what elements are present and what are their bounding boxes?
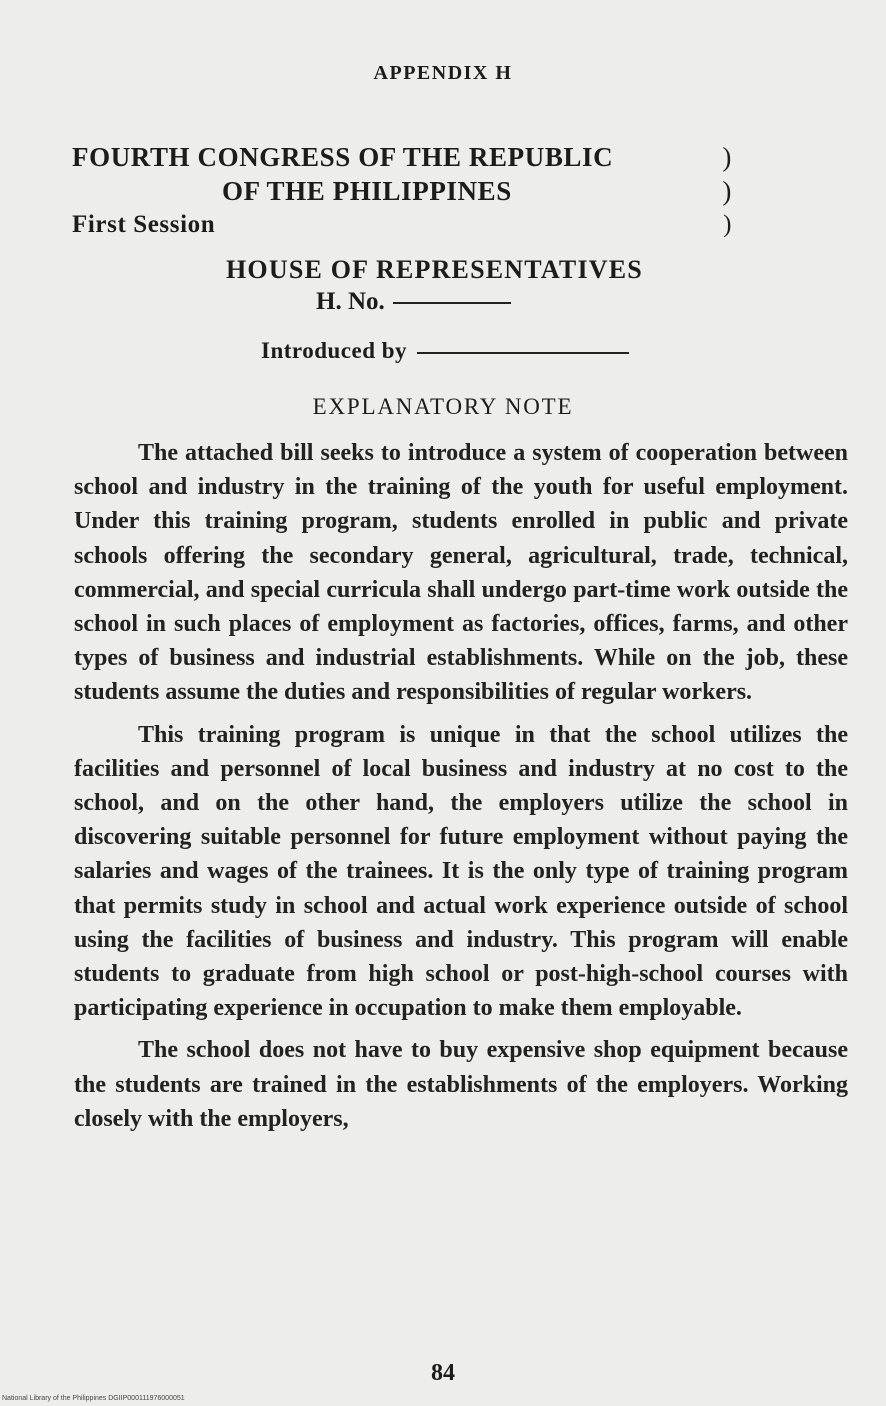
session-label: First Session [72, 211, 216, 238]
bill-number-line [316, 288, 511, 316]
congress-line-2 [72, 174, 732, 208]
congress-block [72, 140, 732, 242]
bracket-1: ) [722, 142, 732, 172]
bracket-3: ) [723, 211, 732, 238]
congress-title: FOURTH CONGRESS OF THE REPUBLIC [72, 142, 614, 172]
paragraph-2: This training program is unique in that the school utilizes the facilities and personnel of local business and industry at no cost to the school, and on the other hand, the employers utilize the school in discovering suitable personnel for future employment without paying the salaries and wages of the trainees. It is the only type of training program that permits study in school and actual work experience outside of school using the facilities of business and industry. This program will enable students to graduate from high school or post-high-school courses with participating experience in occupation to make them employable. [74, 721, 848, 1022]
appendix-heading: APPENDIX H [373, 62, 513, 84]
introduced-by-blank [417, 352, 629, 354]
house-title: HOUSE OF REPRESENTATIVES [226, 255, 643, 284]
congress-line-1 [72, 140, 732, 174]
bill-number-label: H. No. [316, 288, 385, 315]
bill-number-blank [393, 302, 511, 304]
library-footer: National Library of the Philippines DGIIP000111976000051 [2, 1395, 185, 1402]
introduced-by-label: Introduced by [261, 338, 408, 363]
bracket-2: ) [722, 176, 732, 206]
paragraph-1: The attached bill seeks to introduce a system of cooperation between school and industry in the training of the youth for useful employment. Under this training program, students enrolled in public and private schools offering the secondary general, agricultural, trade, technical, commercial, and special curricula shall undergo part-time work outside the school in such places of employment as factories, offices, farms, and other types of business and industrial establishments. While on the job, these students assume the duties and responsibilities of regular workers. [74, 440, 848, 706]
page-number: 84 [431, 1360, 455, 1386]
congress-country: OF THE PHILIPPINES [222, 176, 512, 206]
explanatory-note-title: EXPLANATORY NOTE [312, 394, 574, 419]
explanatory-note-body [74, 436, 848, 1144]
paragraph-3: The school does not have to buy expensive shop equipment because the students are trained in the establishments of the employers. Working closely with the employers, [74, 1037, 848, 1132]
introduced-by-line [261, 338, 629, 364]
congress-line-3 [72, 208, 732, 242]
